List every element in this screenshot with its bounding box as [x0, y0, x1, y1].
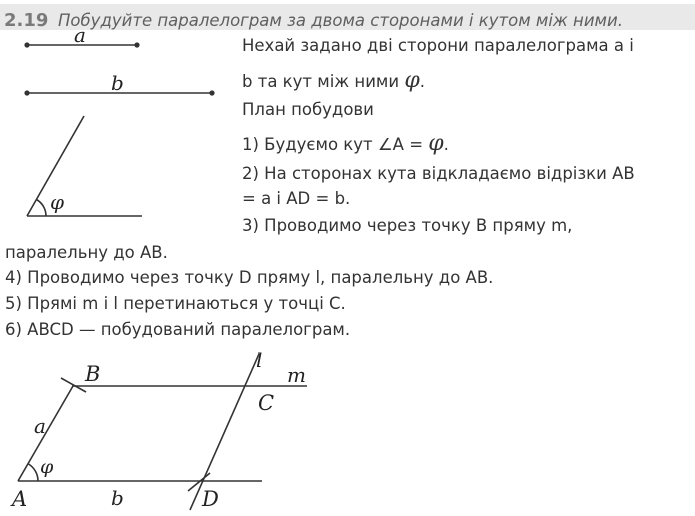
text-line-2-start: b та кут між ними: [242, 72, 405, 91]
label-angle-phi: φ: [40, 456, 54, 478]
step-2-line-1: 2) На сторонах кута відкладаємо відрізки AB: [242, 164, 635, 183]
step-4: 4) Проводимо через точку D пряму l, паралельну до AB.: [5, 268, 494, 287]
label-A: A: [12, 487, 28, 511]
phi-symbol: φ: [428, 131, 444, 156]
label-line-l: l: [256, 348, 263, 372]
step-1-start: 1) Будуємо кут ∠A =: [242, 135, 429, 154]
label-side-b: b: [111, 486, 124, 510]
label-b: b: [111, 71, 124, 95]
plan-title: План побудови: [242, 100, 374, 119]
problem-number: 2.19: [4, 10, 49, 31]
label-D: D: [202, 487, 219, 511]
step-1-end: .: [443, 135, 449, 154]
label-phi: φ: [50, 190, 65, 214]
step-2-line-2: = a і AD = b.: [242, 189, 351, 208]
label-C: C: [258, 391, 275, 415]
text-line-2-end: .: [419, 72, 425, 91]
step-3-line-1: 3) Проводимо через точку B пряму m,: [242, 216, 573, 235]
label-a: a: [74, 23, 86, 47]
step-6: 6) ABCD — побудований паралелограм.: [5, 320, 351, 339]
label-side-a: a: [34, 414, 46, 438]
line-l: [190, 354, 259, 510]
label-B: B: [85, 362, 101, 386]
text-line-1: Нехай задано дві сторони паралелограма a і: [242, 36, 634, 55]
step-3-line-2: паралельну до AB.: [5, 243, 168, 262]
angle-arc-A: [29, 464, 39, 481]
step-5: 5) Прямі m і l перетинаються у точці C.: [5, 294, 346, 313]
phi-symbol: φ: [404, 68, 420, 93]
problem-title: Побудуйте паралелограм за двома сторонами і кутом між ними.: [58, 11, 623, 30]
tick-mark-B: [61, 378, 86, 392]
label-line-m: m: [287, 363, 306, 387]
